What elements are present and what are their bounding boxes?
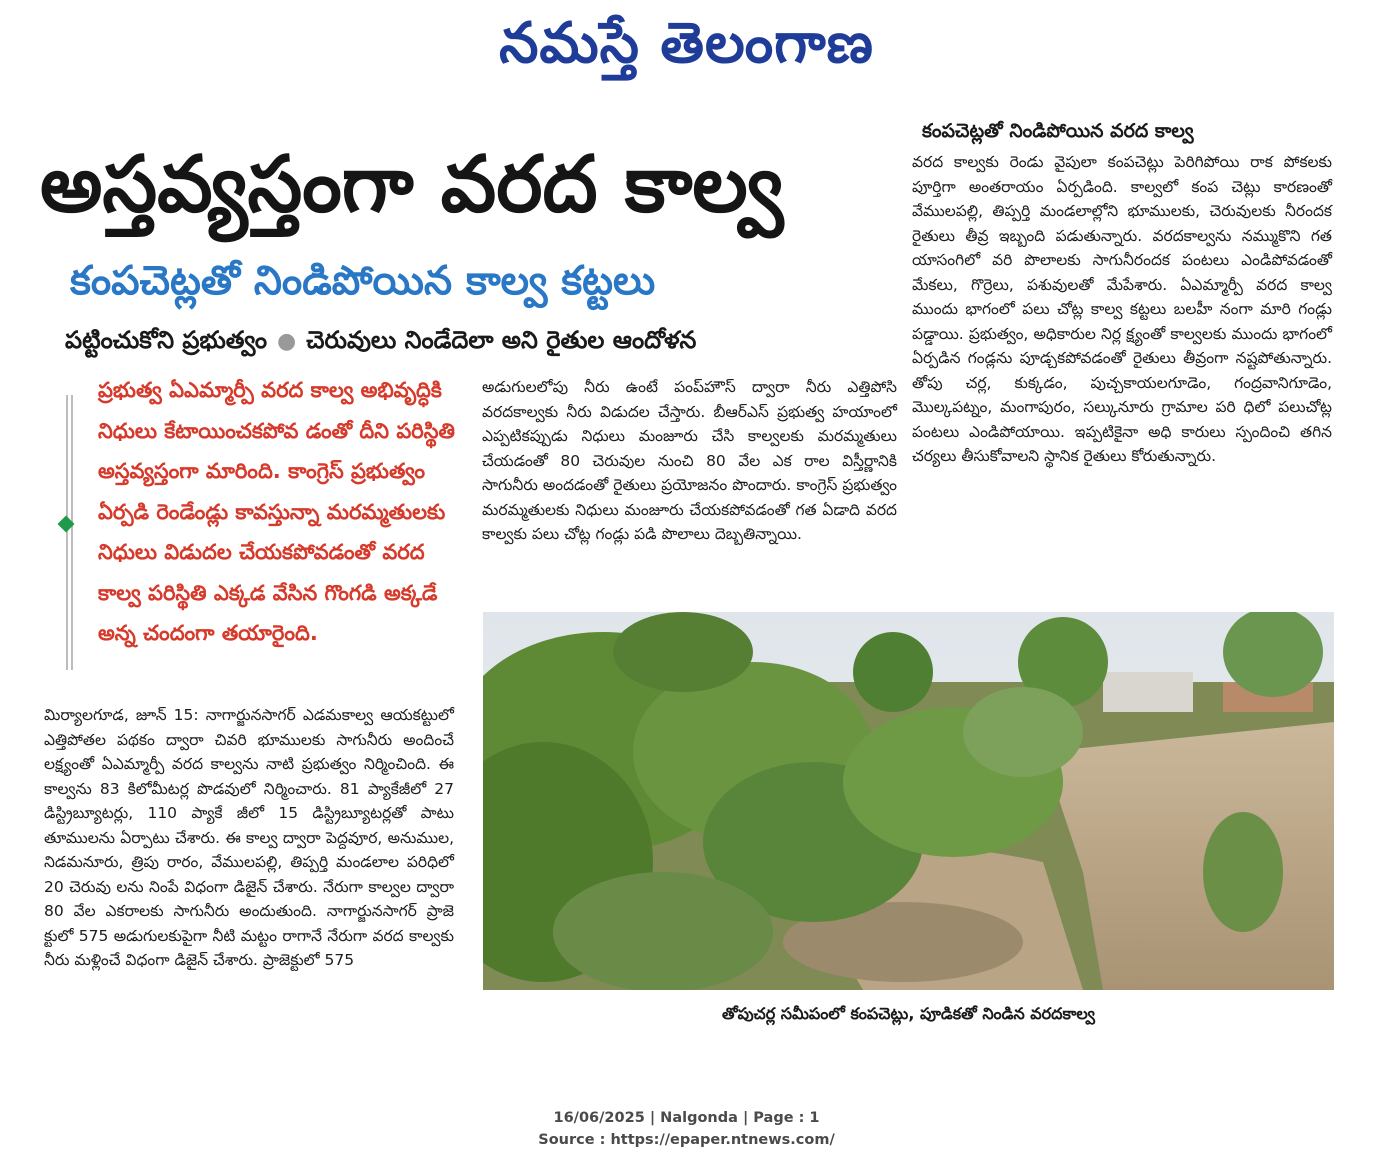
pull-quote-rule: [66, 395, 73, 670]
kicker-separator: ●: [277, 329, 297, 354]
article-body-middle-column: అడుగులలోపు నీరు ఉంటే పంప్‌హౌస్ ద్వారా నీరు ఎత్తిపోసి వరదకాల్వకు నీరు విడుదల చేస్తారు. బీఆర్‌ఎస్ ప్రభుత్వ హయాంలో ఎప్పటికప్పుడు నిధులు మంజూరు చేసి కాల్వలకు మరమ్మతులు చేయడంతో 80 చెరువుల నుంచి 80 వేల ఎక రాల విస్తీర్ణానికి సాగునీరు అందడంతో రైతులు ప్రయోజనం పొందారు. కాంగ్రెస్ ప్రభుత్వం మరమ్మతులకు నిధులు మంజూరు చేయకపోవడంతో గత ఏడాది వరద కాల్వకు పలు చోట్ల గండ్లు పడి పొలాలు దెబ్బతిన్నాయి.: [482, 378, 897, 543]
pull-quote: ప్రభుత్వ ఏఎమ్మార్పీ వరద కాల్వ అభివృద్ధికి నిధులు కేటాయించకపోవ డంతో దీని పరిస్థితి అస్తవ్యస్తంగా మారింది. కాంగ్రెస్ ప్రభుత్వం ఏర్పడి రెండేండ్లు కావస్తున్నా మరమ్మతులకు నిధులు విడుదల చేయకపోవడంతో వరద కాల్వ పరిస్థితి ఎక్కడ వేసిన గొంగడి అక్కడే అన్న చందంగా తయారైంది.: [98, 378, 455, 645]
article-kicker: [65, 320, 895, 362]
page-footer: [0, 1107, 1373, 1151]
kicker-right: చెరువులు నిండేదెలా అని రైతుల ఆందోళన: [306, 326, 697, 354]
footer-edition-line: 16/06/2025 | Nalgonda | Page : 1: [553, 1110, 820, 1126]
photo-caption: తోపుచర్ల సమీపంలో కంపచెట్లు, పూడికతో నిండిన వరదకాల్వ: [721, 1004, 1096, 1023]
article-photo: [483, 612, 1334, 990]
footer-source-line: Source : https://epaper.ntnews.com/: [538, 1132, 835, 1148]
article-headline: అస్తవ్యస్తంగా వరద కాల్వ: [40, 140, 784, 230]
kicker-left: పట్టించుకోని ప్రభుత్వం: [65, 326, 267, 354]
masthead-title: నమస్తే తెలంగాణ: [499, 10, 874, 76]
side-subheading: కంపచెట్లతో నిండిపోయిన వరద కాల్వ: [922, 120, 1194, 142]
article-body-right-column: వరద కాల్వకు రెండు వైపులా కంపచెట్లు పెరిగిపోయి రాక పోకలకు పూర్తిగా అంతరాయం ఏర్పడింది. కాల్వలో కంప చెట్లు కారణంతో వేములపల్లి, తిప్పర్తి మండలాల్లోని భూములకు, చెరువులకు నీరందక రైతులు తీవ్ర ఇబ్బంది పడుతున్నారు. వరదకాల్వను నమ్ముకొని గత యాసంగిలో వరి పొలాలకు సాగునీరందక పంటలు ఎండిపోవడంతో మేకలు, గొర్రెలు, పశువులతో మేపేశారు. ఏఎమ్మార్పీ వరద కాల్వ ముందు భాగంలో పలు చోట్ల కాల్వ కట్టలు బలహీ నంగా మారి గండ్లు పడ్డాయి. ప్రభుత్వం, అధికారుల నిర్ల క్ష్యంతో కాల్వలకు ముందు భాగంలో ఏర్పడిన గండ్లను పూడ్చకపోవడంతో రైతులు తీవ్రంగా నష్టపోతున్నారు. తోపు చర్ల, కుక్కడం, పుచ్చకాయలగూడెం, గంద్రవానిగూడెం, మొల్కపట్నం, మంగాపురం, సల్కునూరు గ్రామాల పరి ధిలో పలుచోట్ల పంటలు ఎండిపోయాయి. ఇప్పటికైనా అధి కారులు స్పందించి తగిన చర్యలు తీసుకోవాలని స్థానిక రైతులు కోరుతున్నారు.: [912, 153, 1332, 465]
article-subheadline: కంపచెట్లతో నిండిపోయిన కాల్వ కట్టలు: [70, 258, 656, 304]
article-body-left-column: మిర్యాలగూడ, జూన్ 15: నాగార్జునసాగర్ ఎడమకాల్వ ఆయకట్టులో ఎత్తిపోతల పథకం ద్వారా చివరి భూములకు సాగునీరు అందించే లక్ష్యంతో ఏఎమ్మార్పీ వరద కాల్వను నాటి ప్రభుత్వం నిర్మించింది. ఈ కాల్వను 83 కిలోమీటర్ల పొడవులో నిర్మించారు. 81 ప్యాకేజీలో 27 డిస్ట్రిబ్యూటర్లు, 110 ప్యాకే జీలో 15 డిస్ట్రిబ్యూటర్లతో పాటు తూములను ఏర్పాటు చేశారు. ఈ కాల్వ ద్వారా పెద్దవూర, అనుముల, నిడమనూరు, త్రిపు రారం, వేములపల్లి, తిప్పర్తి మండలాల పరిధిలో 20 చెరువు లను నింపే విధంగా డిజైన్ చేశారు. నేరుగా కాల్వల ద్వారా 80 వేల ఎకరాలకు సాగునీరు అందుతుంది. నాగార్జునసాగర్ ప్రాజె క్టులో 575 అడుగులకుపైగా నీటి మట్టం రాగానే నేరుగా వరద కాల్వకు నీరు మళ్లించే విధంగా డిజైన్ చేశారు. ప్రాజెక్టులో 575: [44, 706, 454, 969]
